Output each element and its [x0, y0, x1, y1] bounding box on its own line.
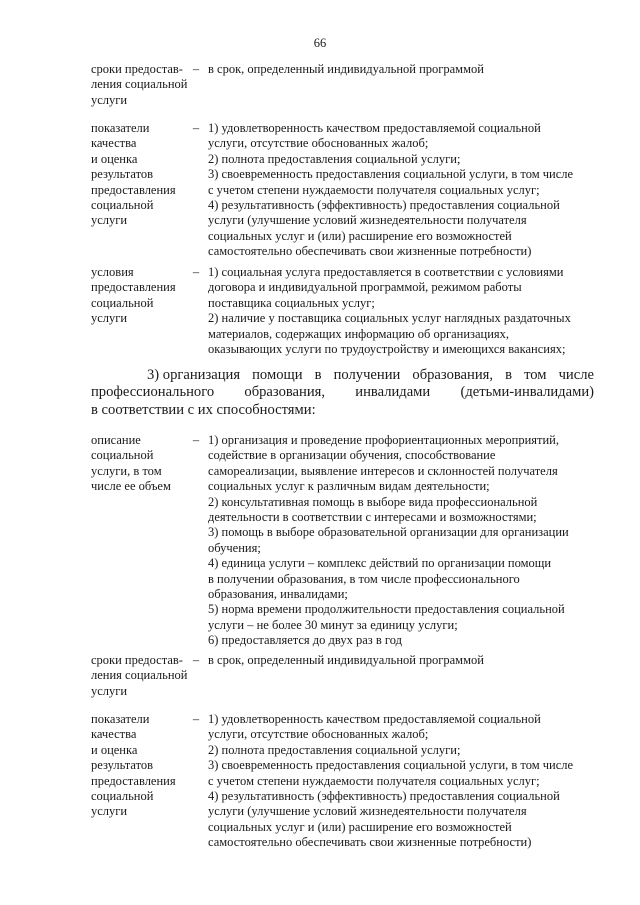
row-value: 1) организация и проведение профориентационных мероприятий, содействие в организации обучения, способствование самореализации, выявление интересов и склонностей получателя социальных услуг к различным видам деятельности; 2) консультативная помощь в выборе вида профессиональной деятельности в соответствии с интересами и возможностями; 3) помощь в выборе образовательной организации для организации обучения; 4) единица услуги – комплекс действий по организации помощи в получении образования, в том числе профессионального образования, инвалидами; 5) норма времени продолжительности предоставления социальной услуги – не более 30 минут за единицу услуги; 6) предоставляется до двух раз в год	[208, 433, 569, 648]
row-value: в срок, определенный индивидуальной программой	[208, 653, 484, 667]
row-value: 1) удовлетворенность качеством предоставляемой социальной услуги, отсутствие обоснованных жалоб; 2) полнота предоставления социальной услуги; 3) своевременность предоставления социальной услуги, в том числе с учетом степени нуждаемости получателя социальных услуг; 4) результативность (эффективность) предоставления социальной услуги (улучшение условий жизнедеятельности получателя социальных услуг и (или) расширение его возможностей самостоятельно обеспечивать свои жизненные потребности)	[208, 712, 574, 850]
row-value: в срок, определенный индивидуальной программой	[208, 62, 484, 76]
page-number: 66	[313, 36, 327, 50]
row-label: описание социальной услуги, в том числе ее объем	[91, 433, 171, 494]
row-label: сроки предостав- ления социальной услуги	[91, 653, 188, 698]
heading-line: профессионального образования, инвалидами (детьми-инвалидами)	[91, 384, 594, 401]
row-dash: –	[192, 265, 200, 279]
row-value: 1) социальная услуга предоставляется в соответствии с условиями договора и индивидуальной программой, режимом работы поставщика социальных услуг; 2) наличие у поставщика социальных услуг наглядных раздаточных материалов, содержащих информацию об организациях, оказывающих услуги по трудоустройству и имеющихся вакансиях;	[208, 265, 571, 357]
heading-line: в соответствии с их способностями:	[91, 401, 316, 418]
row-label: показатели качества и оценка результатов предоставления социальной услуги	[91, 712, 176, 819]
row-dash: –	[192, 121, 200, 135]
row-dash: –	[192, 712, 200, 726]
row-dash: –	[192, 653, 200, 667]
row-label: условия предоставления социальной услуги	[91, 265, 176, 326]
section-heading	[91, 367, 594, 419]
row-label: показатели качества и оценка результатов предоставления социальной услуги	[91, 121, 176, 228]
row-dash: –	[192, 433, 200, 447]
row-value: 1) удовлетворенность качеством предоставляемой социальной услуги, отсутствие обоснованных жалоб; 2) полнота предоставления социальной услуги; 3) своевременность предоставления социальной услуги, в том числе с учетом степени нуждаемости получателя социальных услуг; 4) результативность (эффективность) предоставления социальной услуги (улучшение условий жизнедеятельности получателя социальных услуг и (или) расширение его возможностей самостоятельно обеспечивать свои жизненные потребности)	[208, 121, 574, 259]
heading-line: 3) организация помощи в получении образования, в том числе	[147, 367, 594, 383]
row-dash: –	[192, 62, 200, 76]
row-label: сроки предостав- ления социальной услуги	[91, 62, 188, 107]
